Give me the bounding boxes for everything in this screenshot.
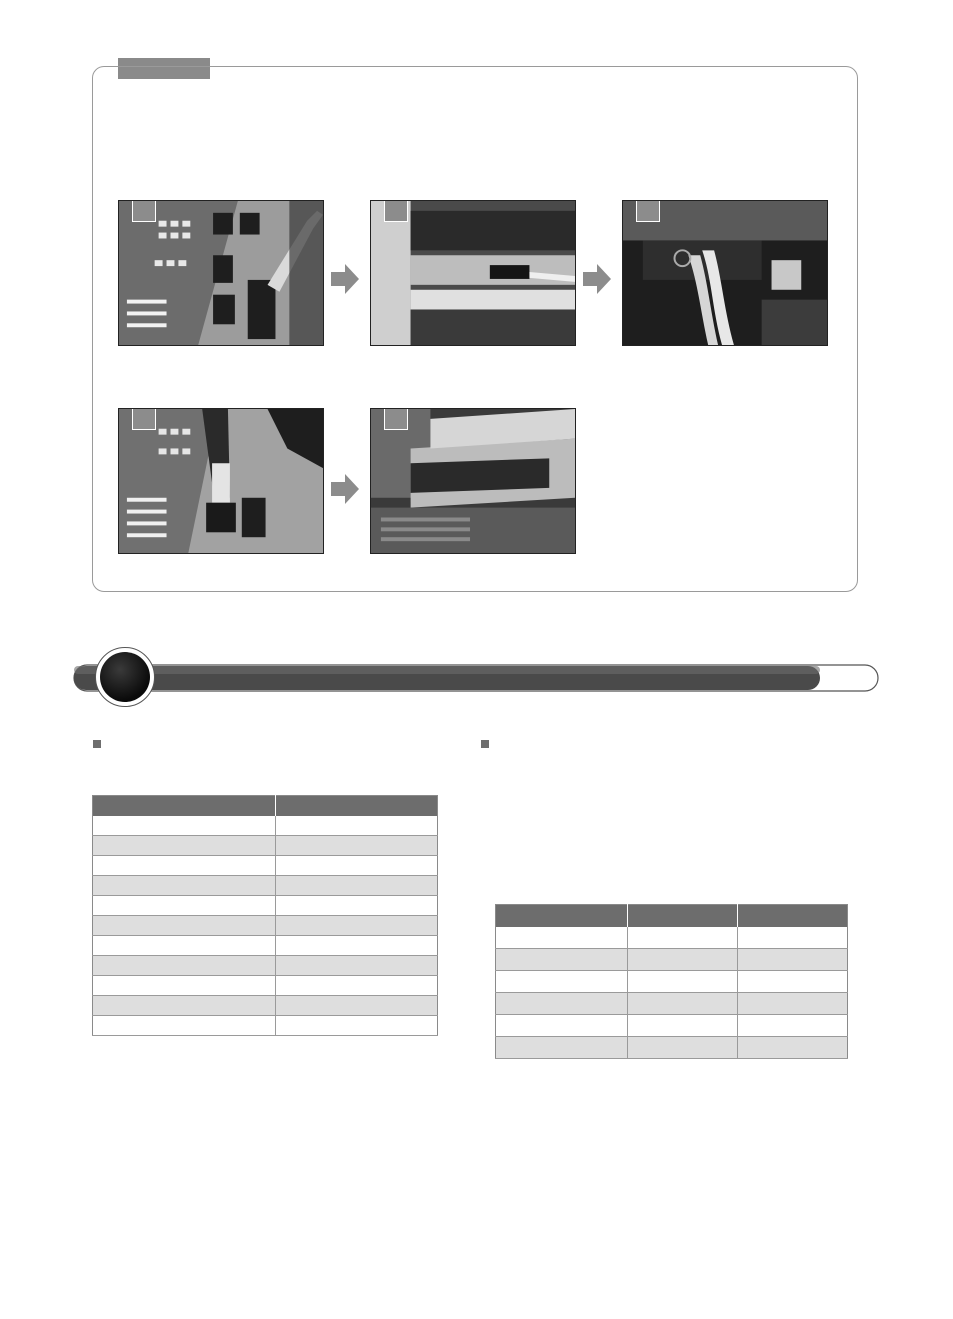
table-cell: [496, 949, 628, 971]
table-cell: [496, 993, 628, 1015]
table-cell: [628, 993, 738, 1015]
step-photo-cable-routing: [622, 200, 828, 346]
table-header-row: [93, 796, 438, 817]
table-row: [93, 936, 438, 956]
step-photo-hard-drive: [370, 408, 576, 554]
table-cell: [276, 936, 438, 956]
table-row: [93, 836, 438, 856]
table-header-cell: [628, 905, 738, 928]
table-cell: [628, 1015, 738, 1037]
table-cell: [93, 876, 276, 896]
arrow-right-icon: [331, 264, 359, 294]
table-header-cell: [738, 905, 848, 928]
table-cell: [276, 956, 438, 976]
table-cell: [738, 1015, 848, 1037]
left-spec-table: [92, 795, 438, 1036]
table-cell: [276, 996, 438, 1016]
table-cell: [93, 856, 276, 876]
table-cell: [738, 971, 848, 993]
table-header-cell: [496, 905, 628, 928]
table-cell: [738, 949, 848, 971]
table-row: [93, 876, 438, 896]
step-number-box: [132, 408, 156, 430]
table-row: [93, 816, 438, 836]
table-header-cell: [93, 796, 276, 817]
table-row: [93, 896, 438, 916]
arrow-right-icon: [583, 264, 611, 294]
table-cell: [276, 916, 438, 936]
step-photo-psu-connector-1: [118, 200, 324, 346]
table-row: [93, 996, 438, 1016]
section-number-circle: [95, 647, 155, 707]
table-cell: [276, 1016, 438, 1036]
table-cell: [738, 927, 848, 949]
table-cell: [93, 916, 276, 936]
table-row: [496, 1015, 848, 1037]
table-cell: [496, 1037, 628, 1059]
table-cell: [93, 936, 276, 956]
table-row: [93, 856, 438, 876]
bullet-square-icon: [93, 740, 101, 748]
table-cell: [276, 836, 438, 856]
table-row: [93, 1016, 438, 1036]
table-header-cell: [276, 796, 438, 817]
table-header-row: [496, 905, 848, 928]
table-cell: [93, 996, 276, 1016]
step-number-box: [384, 200, 408, 222]
table-row: [496, 927, 848, 949]
step-number-box: [636, 200, 660, 222]
step-photo-drive-bay: [370, 200, 576, 346]
table-cell: [93, 976, 276, 996]
table-cell: [93, 956, 276, 976]
table-cell: [93, 836, 276, 856]
table-row: [496, 993, 848, 1015]
table-cell: [628, 927, 738, 949]
table-row: [496, 1037, 848, 1059]
step-number-box: [132, 200, 156, 222]
table-cell: [496, 971, 628, 993]
table-cell: [496, 927, 628, 949]
table-cell: [93, 1016, 276, 1036]
table-cell: [276, 896, 438, 916]
table-cell: [628, 971, 738, 993]
arrow-right-icon: [331, 474, 359, 504]
table-cell: [93, 896, 276, 916]
step-photo-psu-connector-2: [118, 408, 324, 554]
table-row: [93, 956, 438, 976]
table-cell: [738, 1037, 848, 1059]
table-cell: [276, 816, 438, 836]
right-spec-table: [495, 904, 848, 1059]
table-cell: [276, 976, 438, 996]
table-row: [496, 971, 848, 993]
step-number-box: [384, 408, 408, 430]
table-cell: [276, 876, 438, 896]
table-row: [496, 949, 848, 971]
bullet-square-icon: [481, 740, 489, 748]
table-cell: [276, 856, 438, 876]
table-cell: [496, 1015, 628, 1037]
table-row: [93, 976, 438, 996]
table-cell: [628, 949, 738, 971]
table-row: [93, 916, 438, 936]
table-cell: [738, 993, 848, 1015]
table-cell: [628, 1037, 738, 1059]
table-cell: [93, 816, 276, 836]
section-header-bar: [73, 664, 879, 692]
